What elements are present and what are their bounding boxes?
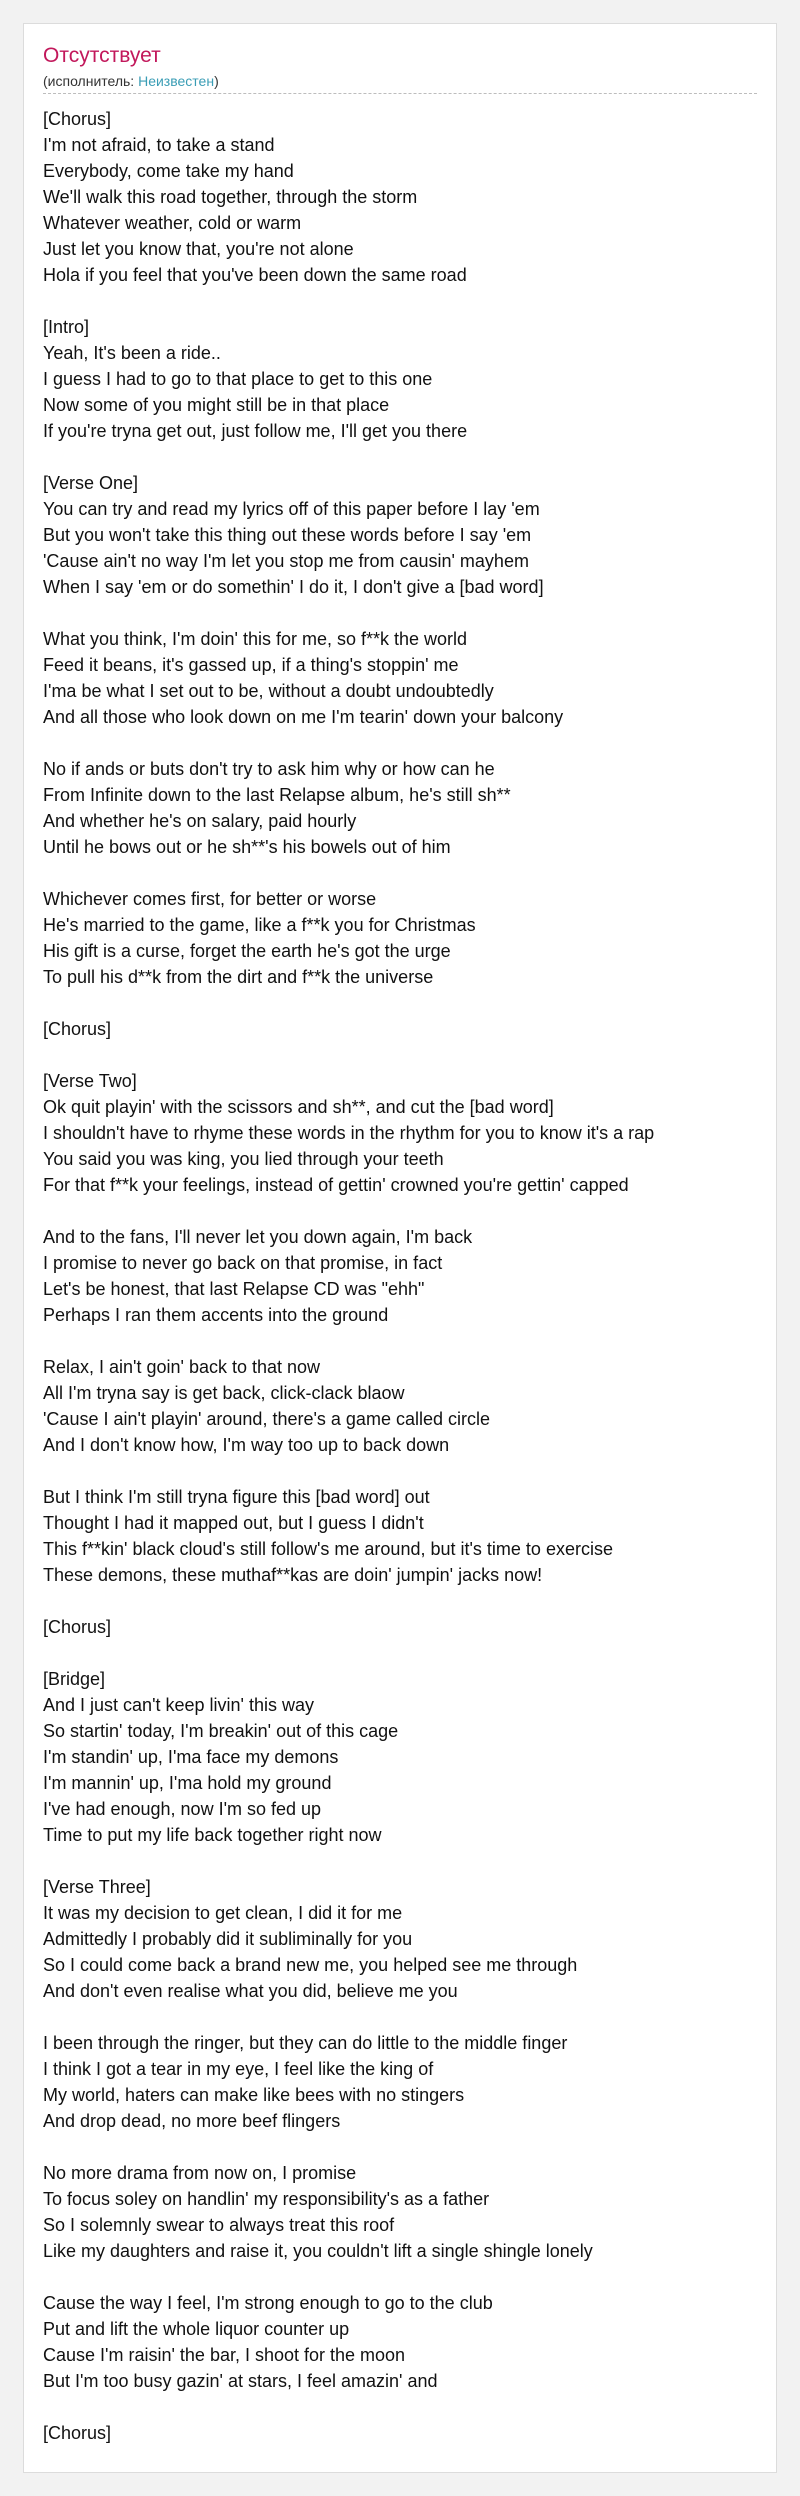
lyric-line: I'ma be what I set out to be, without a doubt undoubtedly [43, 681, 494, 701]
lyric-line: [Intro] [43, 317, 90, 337]
lyric-line: And I don't know how, I'm way too up to back down [43, 1435, 450, 1455]
lyric-line: Ok quit playin' with the scissors and sh**, and cut the [bad word] [43, 1097, 554, 1117]
lyric-line: What you think, I'm doin' this for me, so f**k the world [43, 629, 468, 649]
blank-line [43, 444, 766, 470]
song-header [43, 43, 757, 94]
lyric-line: [Verse One] [43, 473, 139, 493]
blank-line [43, 1042, 766, 1068]
blank-line [43, 860, 766, 886]
lyric-line: No more drama from now on, I promise [43, 2163, 357, 2183]
blank-line [43, 288, 766, 314]
blank-line [43, 1848, 766, 1874]
artist-line [43, 72, 757, 94]
lyric-line: So I solemnly swear to always treat this roof [43, 2215, 395, 2235]
lyric-line: [Verse Three] [43, 1877, 151, 1897]
lyric-line: These demons, these muthaf**kas are doin' jumpin' jacks now! [43, 1565, 543, 1585]
lyric-line: If you're tryna get out, just follow me, I'll get you there [43, 421, 468, 441]
song-title: Отсутствует [43, 44, 161, 67]
blank-line [43, 730, 766, 756]
lyric-line: And don't even realise what you did, believe me you [43, 1981, 458, 2001]
lyric-line: But I think I'm still tryna figure this [bad word] out [43, 1487, 430, 1507]
lyric-line: Everybody, come take my hand [43, 161, 294, 181]
lyric-line: Now some of you might still be in that place [43, 395, 390, 415]
blank-line [43, 2394, 766, 2420]
lyric-line: So I could come back a brand new me, you helped see me through [43, 1955, 578, 1975]
lyric-line: His gift is a curse, forget the earth he's got the urge [43, 941, 451, 961]
artist-suffix: ) [214, 73, 219, 89]
lyric-line: But I'm too busy gazin' at stars, I feel amazin' and [43, 2371, 438, 2391]
lyric-line: To focus soley on handlin' my responsibility's as a father [43, 2189, 490, 2209]
blank-line [43, 600, 766, 626]
blank-line [43, 1328, 766, 1354]
lyric-line: [Chorus] [43, 1019, 112, 1039]
lyric-line: From Infinite down to the last Relapse album, he's still sh** [43, 785, 511, 805]
lyric-line: My world, haters can make like bees with no stingers [43, 2085, 465, 2105]
lyric-line: You said you was king, you lied through your teeth [43, 1149, 444, 1169]
lyric-line: [Chorus] [43, 2423, 112, 2443]
blank-line [43, 2264, 766, 2290]
lyric-line: Cause the way I feel, I'm strong enough to go to the club [43, 2293, 493, 2313]
lyric-line: And all those who look down on me I'm tearin' down your balcony [43, 707, 564, 727]
lyric-line: When I say 'em or do somethin' I do it, I don't give a [bad word] [43, 577, 544, 597]
blank-line [43, 2004, 766, 2030]
lyric-line: Time to put my life back together right now [43, 1825, 382, 1845]
lyric-line: I'm standin' up, I'ma face my demons [43, 1747, 339, 1767]
lyric-line: Whatever weather, cold or warm [43, 213, 302, 233]
lyric-line: Thought I had it mapped out, but I guess I didn't [43, 1513, 424, 1533]
artist-link[interactable]: Неизвестен [138, 73, 215, 89]
lyric-line: [Verse Two] [43, 1071, 137, 1091]
blank-line [43, 1640, 766, 1666]
lyric-line: Like my daughters and raise it, you couldn't lift a single shingle lonely [43, 2241, 593, 2261]
lyric-line: And drop dead, no more beef flingers [43, 2111, 341, 2131]
lyric-line: I'm mannin' up, I'ma hold my ground [43, 1773, 332, 1793]
lyric-line: This f**kin' black cloud's still follow's me around, but it's time to exercise [43, 1539, 613, 1559]
artist-prefix: (исполнитель: [43, 73, 139, 89]
lyric-line: For that f**k your feelings, instead of gettin' crowned you're gettin' capped [43, 1175, 629, 1195]
lyric-line: He's married to the game, like a f**k you for Christmas [43, 915, 476, 935]
lyric-line: Hola if you feel that you've been down the same road [43, 265, 467, 285]
blank-line [43, 990, 766, 1016]
lyric-line: I shouldn't have to rhyme these words in the rhythm for you to know it's a rap [43, 1123, 655, 1143]
lyric-line: Yeah, It's been a ride.. [43, 343, 221, 363]
blank-line [43, 2134, 766, 2160]
lyric-line: [Chorus] [43, 1617, 112, 1637]
lyric-line: I guess I had to go to that place to get to this one [43, 369, 433, 389]
lyric-line: We'll walk this road together, through the storm [43, 187, 418, 207]
lyric-line: Whichever comes first, for better or worse [43, 889, 377, 909]
blank-line [43, 1588, 766, 1614]
lyric-line: Cause I'm raisin' the bar, I shoot for the moon [43, 2345, 406, 2365]
lyric-line: 'Cause ain't no way I'm let you stop me from causin' mayhem [43, 551, 529, 571]
blank-line [43, 1198, 766, 1224]
lyric-line: And to the fans, I'll never let you down again, I'm back [43, 1227, 473, 1247]
lyric-line: No if ands or buts don't try to ask him why or how can he [43, 759, 495, 779]
lyric-line: And whether he's on salary, paid hourly [43, 811, 357, 831]
blank-line [43, 1458, 766, 1484]
lyric-line: I been through the ringer, but they can do little to the middle finger [43, 2033, 568, 2053]
lyric-line: You can try and read my lyrics off of this paper before I lay 'em [43, 499, 540, 519]
lyric-line: Feed it beans, it's gassed up, if a thing's stoppin' me [43, 655, 459, 675]
lyric-line: So startin' today, I'm breakin' out of this cage [43, 1721, 399, 1741]
lyric-line: I promise to never go back on that promise, in fact [43, 1253, 443, 1273]
lyric-line: I think I got a tear in my eye, I feel like the king of [43, 2059, 434, 2079]
lyric-line: I've had enough, now I'm so fed up [43, 1799, 322, 1819]
lyric-line: Admittedly I probably did it subliminally for you [43, 1929, 413, 1949]
lyric-line: [Bridge] [43, 1669, 106, 1689]
lyric-line: Until he bows out or he sh**'s his bowels out of him [43, 837, 451, 857]
lyric-line: 'Cause I ain't playin' around, there's a game called circle [43, 1409, 490, 1429]
lyric-line: [Chorus] [43, 109, 112, 129]
lyric-line: Let's be honest, that last Relapse CD was "ehh" [43, 1279, 425, 1299]
lyric-line: Perhaps I ran them accents into the ground [43, 1305, 389, 1325]
lyric-line: And I just can't keep livin' this way [43, 1695, 315, 1715]
lyric-line: Put and lift the whole liquor counter up [43, 2319, 350, 2339]
lyric-line: Relax, I ain't goin' back to that now [43, 1357, 321, 1377]
lyric-line: To pull his d**k from the dirt and f**k the universe [43, 967, 434, 987]
lyric-line: Just let you know that, you're not alone [43, 239, 354, 259]
lyric-line: I'm not afraid, to take a stand [43, 135, 275, 155]
lyric-line: It was my decision to get clean, I did it for me [43, 1903, 403, 1923]
lyrics-card [23, 23, 777, 2473]
lyrics-text [43, 106, 766, 2446]
lyric-line: All I'm tryna say is get back, click-clack blaow [43, 1383, 405, 1403]
lyric-line: But you won't take this thing out these words before I say 'em [43, 525, 532, 545]
